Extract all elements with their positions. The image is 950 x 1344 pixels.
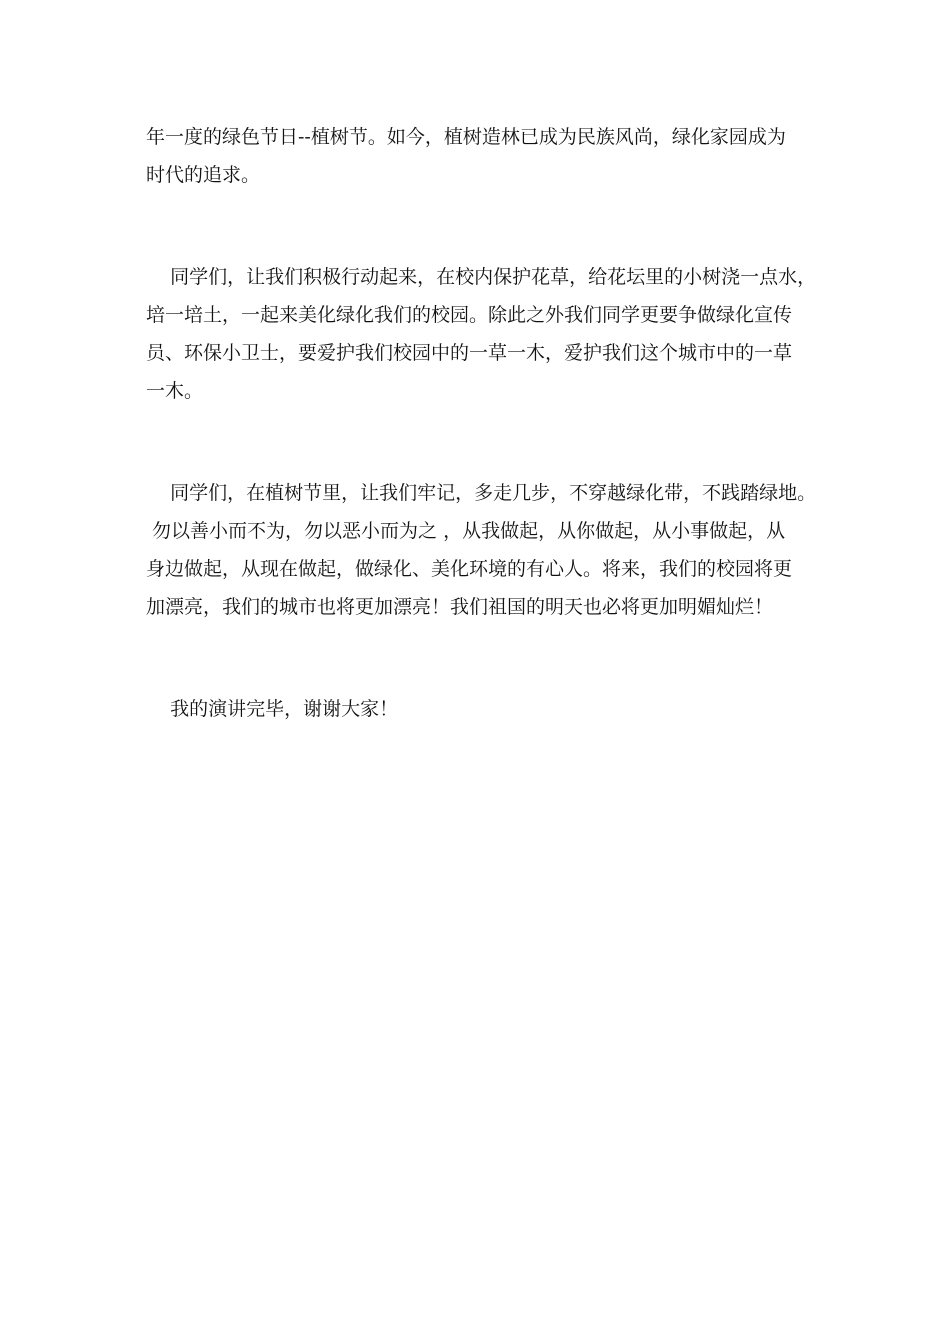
- paragraph-1-line-2: 时代的追求。: [146, 164, 261, 186]
- paragraph-3-line-3: 身边做起，从现在做起，做绿化、美化环境的有心人。将来，我们的校园将更: [146, 558, 793, 580]
- paragraph-1-line-1: 年一度的绿色节日--植树节。如今，植树造林已成为民族风尚，绿化家园成为: [146, 126, 786, 148]
- paragraph-3-line-1: 同学们，在植树节里，让我们牢记，多走几步，不穿越绿化带，不践踏绿地。: [146, 482, 817, 504]
- paragraph-2-line-3: 员、环保小卫士，要爱护我们校园中的一草一木，爱护我们这个城市中的一草: [146, 342, 793, 364]
- paragraph-2-line-4: 一木。: [146, 380, 204, 402]
- paragraph-2-line-2: 培一培土，一起来美化绿化我们的校园。除此之外我们同学更要争做绿化宣传: [146, 304, 793, 326]
- paragraph-2-line-1: 同学们，让我们积极行动起来，在校内保护花草，给花坛里的小树浇一点水，: [146, 266, 817, 288]
- paragraph-3-line-2: 勿以善小而不为，勿以恶小而为之 ，从我做起，从你做起，从小事做起，从: [146, 520, 786, 542]
- paragraph-3-line-4: 加漂亮，我们的城市也将更加漂亮！我们祖国的明天也必将更加明媚灿烂！: [146, 596, 774, 618]
- paragraph-4-line-1: 我的演讲完毕，谢谢大家！: [146, 698, 399, 720]
